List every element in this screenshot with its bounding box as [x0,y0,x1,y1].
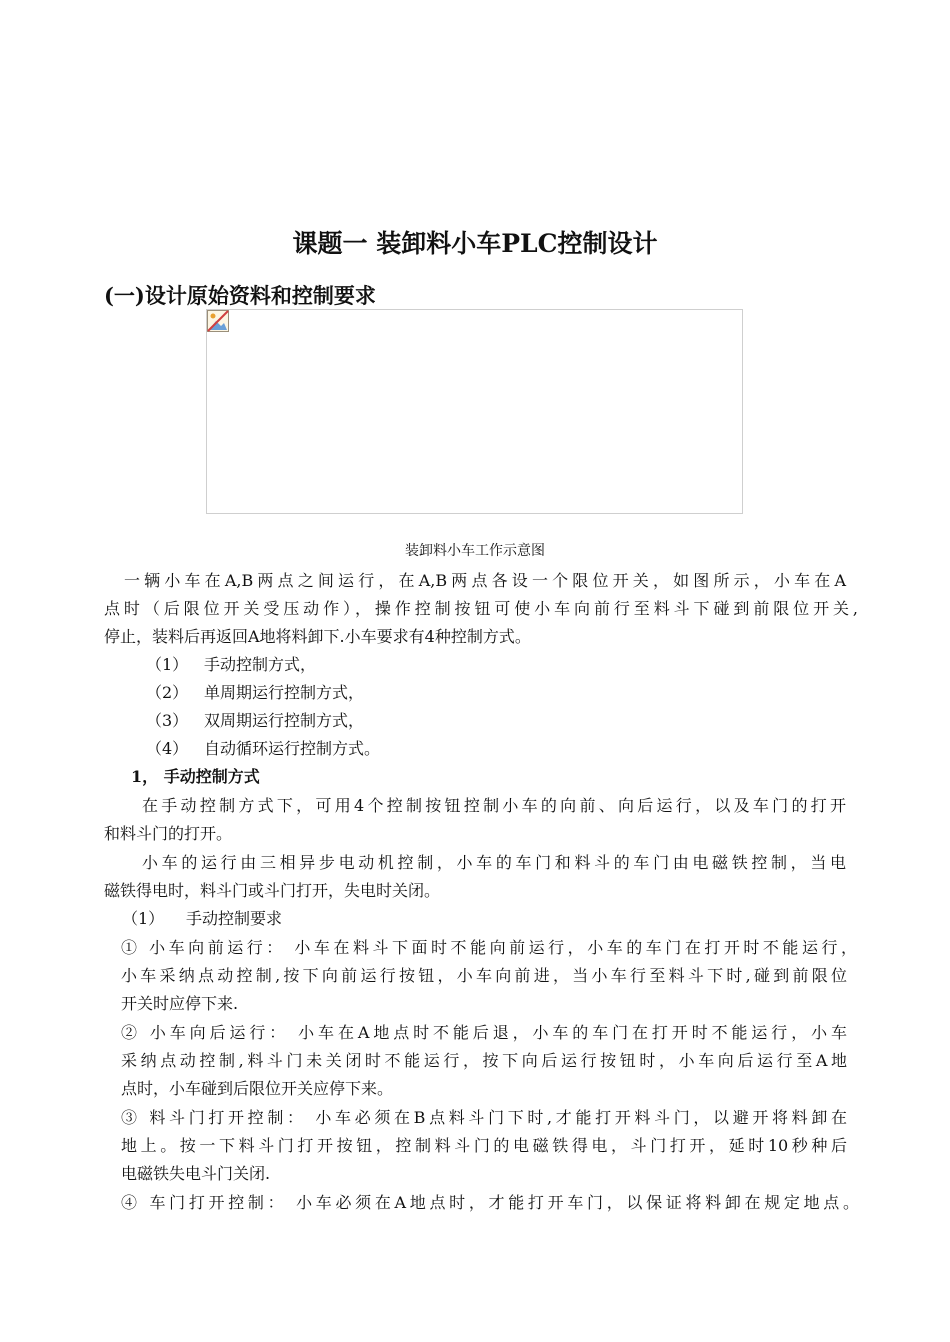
item2-line-2: 采纳点动控制,料斗门未关闭时不能运行，按下向后运行按钮时，小车向后运行至A地 [121,1051,847,1070]
mode-text-4: 自动循环运行控制方式。 [204,739,381,758]
item1-line-1: ① 小车向前运行： 小车在料斗下面时不能向前运行，小车的车门在打开时不能运行， [121,938,857,957]
sub-heading: 1， 手动控制方式 [131,767,260,786]
item2-line-1: ② 小车向后运行： 小车在A地点时不能后退，小车的车门在打开时不能运行，小车 [121,1023,847,1042]
mode-text-2: 单周期运行控制方式， [204,683,365,702]
item3-line-3: 电磁铁失电斗门关闭. [121,1164,271,1183]
para1-line-2: 和料斗门的打开。 [104,824,233,843]
section-heading: (一)设计原始资料和控制要求 [104,283,376,308]
mode-number-4: （4） [146,739,189,758]
document-title: 课题一 装卸料小车PLC控制设计 [292,229,658,258]
item1-line-2: 小车采纳点动控制,按下向前运行按钮，小车向前进，当小车行至料斗下时,碰到前限位 [121,966,847,985]
mode-number-1: （1） [146,655,189,674]
mode-number-3: （3） [146,711,189,730]
req-heading-text: 手动控制要求 [186,909,283,928]
item4-line-1: ④ 车门打开控制： 小车必须在A地点时，才能打开车门，以保证将料卸在规定地点。 [121,1193,859,1212]
req-heading-number: （1） [122,909,165,928]
mode-number-2: （2） [146,683,189,702]
figure-caption: 装卸料小车工作示意图 [405,543,545,559]
intro-line-2: 点时（后限位开关受压动作），操作控制按钮可使小车向前行至料斗下碰到前限位开关, [104,599,858,618]
mode-text-3: 双周期运行控制方式， [204,711,365,730]
item1-line-3: 开关时应停下来. [121,994,239,1013]
mode-text-1: 手动控制方式， [204,655,317,674]
para2-line-1: 小车的运行由三相异步电动机控制，小车的车门和料斗的车门由电磁铁控制，当电 [142,853,846,872]
intro-line-3: 停止，装料后再返回A地将料卸下.小车要求有4种控制方式。 [104,627,531,646]
para1-line-1: 在手动控制方式下，可用4个控制按钮控制小车的向前、向后运行，以及车门的打开 [142,796,846,815]
item3-line-1: ③ 料斗门打开控制： 小车必须在B点料斗门下时,才能打开料斗门，以避开将料卸在 [121,1108,847,1127]
broken-image-icon [207,310,229,332]
item2-line-3: 点时，小车碰到后限位开关应停下来。 [121,1079,394,1098]
figure-placeholder [206,309,743,514]
para2-line-2: 磁铁得电时，料斗门或斗门打开，失电时关闭。 [104,881,441,900]
item3-line-2: 地上。按一下料斗门打开按钮，控制料斗门的电磁铁得电，斗门打开，延时10秒种后 [121,1136,847,1155]
intro-line-1: 一辆小车在A,B两点之间运行，在A,B两点各设一个限位开关，如图所示，小车在A [124,571,846,590]
